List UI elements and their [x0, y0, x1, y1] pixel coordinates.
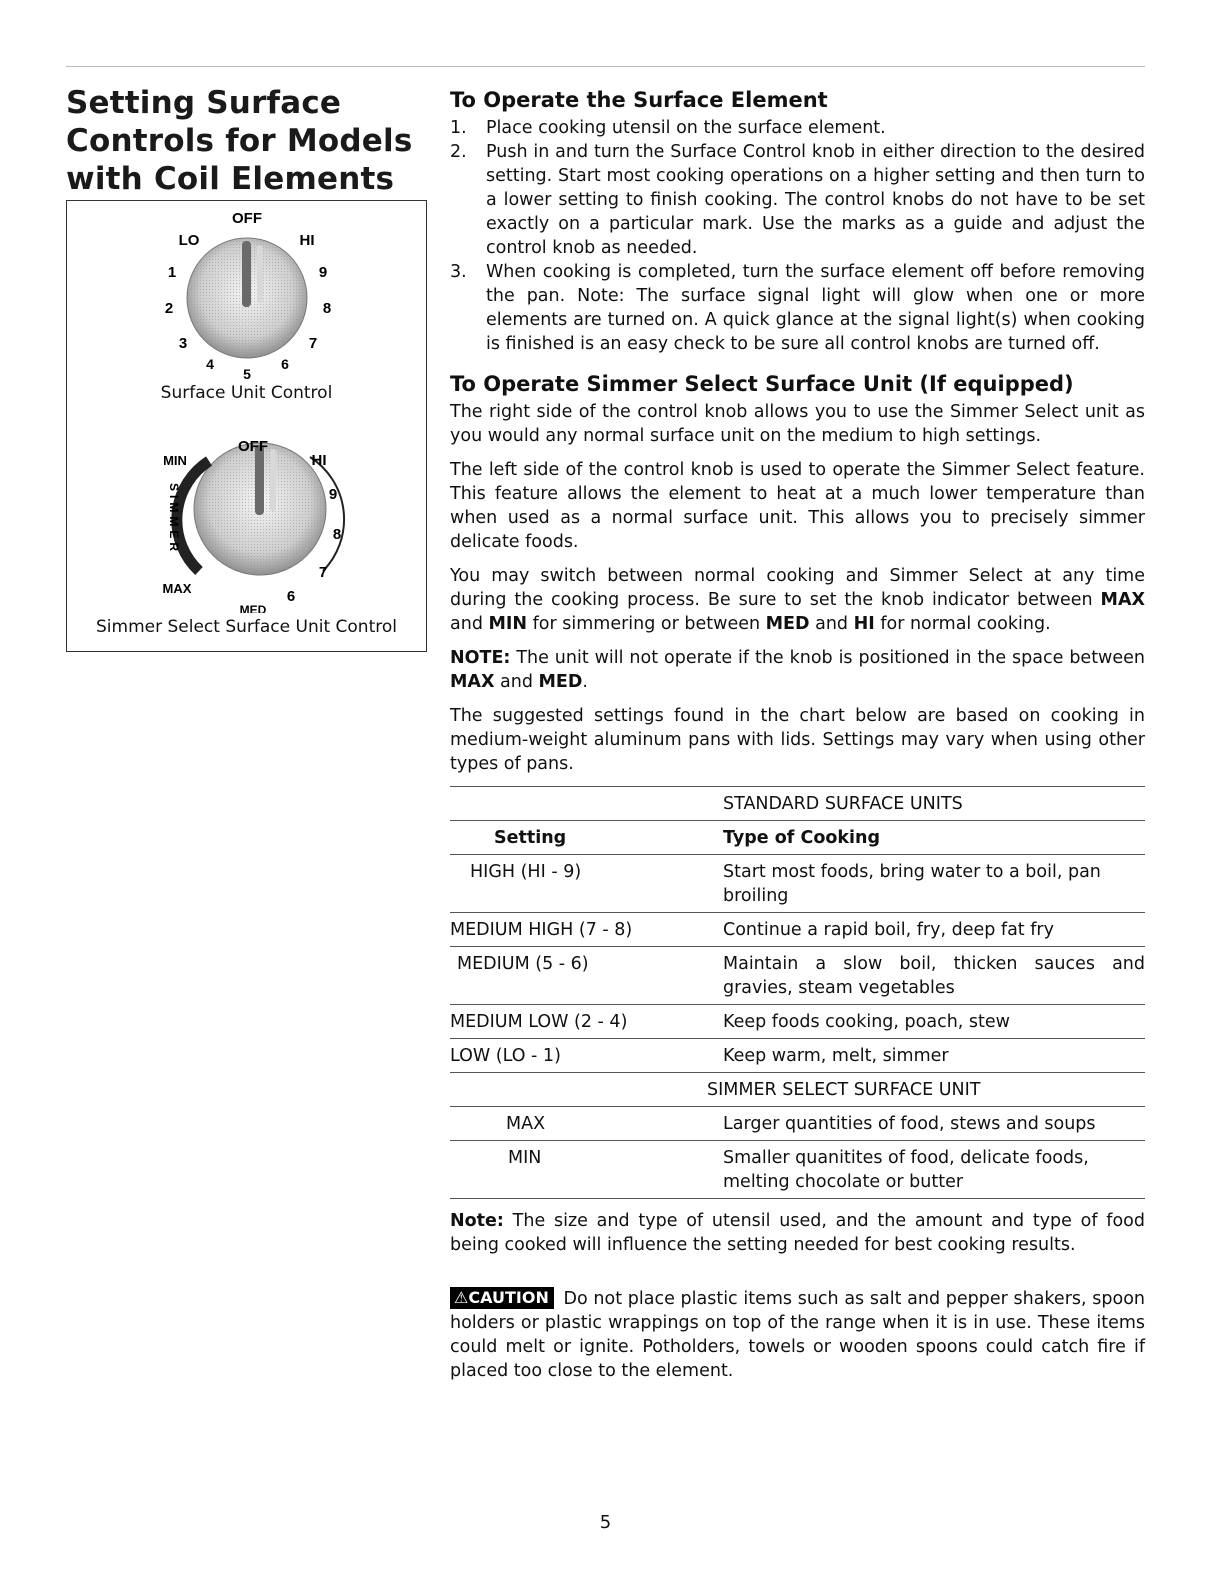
- knob-figure-box: [66, 200, 427, 652]
- label-min: MIN: [163, 453, 187, 468]
- label-simmer: SIMMER: [167, 483, 181, 555]
- list-number: 1.: [450, 118, 467, 138]
- label-6: 6: [281, 356, 289, 372]
- label-med: MED: [239, 603, 267, 613]
- column-header-setting: Setting: [450, 821, 723, 855]
- knob2-caption: Simmer Select Surface Unit Control: [96, 617, 397, 637]
- page-title-line: Setting Surface: [66, 85, 342, 121]
- table-row: MEDIUM HIGH (7 - 8) Continue a rapid boil, fry, deep fat fry: [450, 913, 1145, 947]
- list-item: [450, 140, 1145, 260]
- instructions-list: [450, 116, 1145, 356]
- table-row: [450, 787, 1145, 821]
- label-off: OFF: [238, 438, 268, 455]
- caution-badge: ⚠CAUTION: [450, 1287, 554, 1309]
- knob-indicator: [255, 445, 264, 515]
- label-max: MAX: [162, 581, 192, 596]
- table-row: MAX Larger quantities of food, stews and soups: [450, 1107, 1145, 1141]
- simmer-select-control-knob: [67, 423, 426, 613]
- label-5: 5: [243, 366, 251, 382]
- label-hi: HI: [299, 232, 315, 249]
- label-6: 6: [286, 588, 296, 605]
- list-item: [450, 116, 1145, 140]
- table-row: MEDIUM LOW (2 - 4) Keep foods cooking, poach, stew: [450, 1005, 1145, 1039]
- knob1-caption: Surface Unit Control: [160, 383, 333, 403]
- table-row: MIN Smaller quanitites of food, delicate foods, melting chocolate or butter: [450, 1141, 1145, 1199]
- top-rule: [66, 66, 1145, 67]
- list-number: 3.: [450, 262, 467, 282]
- note-paragraph: NOTE: The unit will not operate if the knob is positioned in the space between MAX and MED.: [450, 648, 1145, 692]
- caution-paragraph: ⚠CAUTION Do not place plastic items such as salt and pepper shakers, spoon holders or plastic wrappings on top of the range when it is in use. These items could melt or ignite. Potholders, towels or wooden spoons could catch fire if placed too close to the element.: [450, 1288, 1145, 1381]
- list-item: [450, 260, 1145, 356]
- page-title-line: Controls for Models: [66, 123, 413, 159]
- paragraph: The right side of the control knob allows you to use the Simmer Select unit as you would any normal surface unit on the medium to high settings.: [450, 402, 1145, 446]
- label-8: 8: [322, 300, 332, 317]
- warning-triangle-icon: ⚠: [454, 1288, 469, 1307]
- list-text: Push in and turn the Surface Control knob in either direction to the desired setting. Start most cooking operations on a higher setting and then turn to a lower setting to finish cooking. The control knobs do not have to be set exactly on a particular mark. Use the marks as a guide and adjust the control knob as needed.: [486, 142, 1145, 258]
- surface-unit-control-knob: [67, 201, 426, 386]
- page-title: [66, 84, 428, 198]
- table-section-title: SIMMER SELECT SURFACE UNIT: [707, 1073, 1129, 1107]
- paragraph: You may switch between normal cooking and Simmer Select at any time during the cooking process. Be sure to set the knob indicator between MAX and MIN for simmering or between MED and HI for normal cooking.: [450, 566, 1145, 634]
- table-row: HIGH (HI - 9) Start most foods, bring water to a boil, pan broiling: [450, 855, 1145, 913]
- settings-table: [450, 786, 1145, 1199]
- table-row: [450, 1073, 1145, 1107]
- list-text: When cooking is completed, turn the surface element off before removing the pan. Note: The surface signal light will glow when one or more elements are turned on. A quick glance at the signal light(s) when cooking is finished is an easy check to be sure all control knobs are turned off.: [486, 262, 1145, 354]
- column-header-type: Type of Cooking: [723, 821, 1145, 855]
- paragraph: The suggested settings found in the chart below are based on cooking in medium-weight aluminum pans with lids. Settings may vary when using other types of pans.: [450, 706, 1145, 774]
- label-8: 8: [332, 526, 342, 543]
- right-column: [450, 86, 1145, 1393]
- label-1: 1: [167, 264, 177, 281]
- label-9: 9: [318, 264, 328, 281]
- paragraph: The left side of the control knob is used to operate the Simmer Select feature. This feature allows the element to heat at a much lower temperature than when used as a normal surface unit. This allows you to precisely simmer delicate foods.: [450, 460, 1145, 552]
- label-4: 4: [206, 356, 214, 372]
- label-7: 7: [308, 335, 318, 352]
- page-title-line: with Coil Elements: [66, 161, 395, 197]
- table-row: LOW (LO - 1) Keep warm, melt, simmer: [450, 1039, 1145, 1073]
- table-header-row: [450, 821, 1145, 855]
- list-number: 2.: [450, 142, 467, 162]
- page-number: 5: [599, 1512, 612, 1533]
- section-heading: To Operate Simmer Select Surface Unit (If equipped): [450, 372, 1074, 396]
- left-column: [66, 84, 428, 198]
- footnote: Note: The size and type of utensil used, and the amount and type of food being cooked will influence the setting needed for best cooking results.: [450, 1211, 1145, 1255]
- section-heading: To Operate the Surface Element: [450, 88, 828, 112]
- knob-indicator: [242, 241, 251, 307]
- table-section-title: STANDARD SURFACE UNITS: [723, 787, 1145, 821]
- list-text: Place cooking utensil on the surface element.: [486, 118, 886, 138]
- label-9: 9: [328, 486, 338, 503]
- label-7: 7: [318, 564, 328, 581]
- label-3: 3: [178, 335, 188, 352]
- table-row: MEDIUM (5 - 6) Maintain a slow boil, thicken sauces and gravies, steam vegetables: [450, 947, 1145, 1005]
- label-off: OFF: [232, 210, 262, 227]
- label-2: 2: [164, 300, 174, 317]
- label-hi: HI: [311, 452, 327, 469]
- label-lo: LO: [178, 232, 200, 249]
